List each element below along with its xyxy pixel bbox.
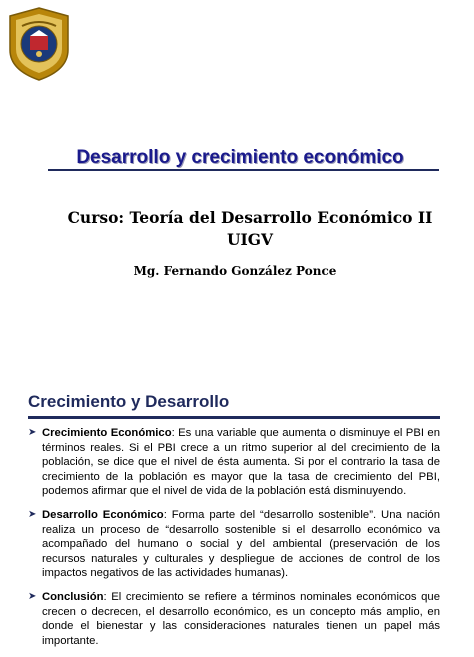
course-line-1: Curso: Teoría del Desarrollo Económico II [67,208,433,227]
bullet-text: : Forma parte del “desarrollo sostenible”. Una nación realiza un proceso de “desarrollo sostenible si el desarrollo económico va acompañado del humano o social y del ambiental (preservación de los recursos naturales y culturales y despliegue de acciones de control de los impactos negativos de las actividades humanas). [42,508,440,580]
bullet-term: Crecimiento Económico [42,427,172,439]
arrow-bullet-icon: ➤ [28,427,37,438]
bullet-item [26,590,440,648]
university-seal-logo [6,6,72,82]
bullet-text: : El crecimiento se refiere a términos nominales económicos que crecen o decrecen, el desarrollo económico, es un concepto más amplio, en donde el bienestar y las consideraciones naturales tienen un papel más importante. [42,590,440,647]
arrow-bullet-icon: ➤ [28,590,37,602]
slide-heading: Crecimiento y Desarrollo [28,392,230,411]
arrow-bullet-icon: ➤ [28,508,37,520]
bullet-item [26,426,440,499]
bullet-list [26,426,440,657]
heading-divider [28,416,440,419]
bullet-term: Desarrollo Económico [42,508,164,521]
slide-2 [0,378,474,647]
bullet-item [26,508,440,581]
course-heading [40,207,460,251]
course-line-2: UIGV [226,230,274,249]
title-underline [48,169,439,171]
bullet-term: Conclusión [42,590,104,603]
bullet-text: : Es una variable que aumenta o disminuye el PBI en términos reales. Si el PBI crece a un ritmo superior al del crecimiento de la población, se dice que el nivel de ésta aumenta. Si por el contrario la tasa de crecimiento de la población es mayor que la tasa de crecimiento del PBI, podemos afirmar que el nivel de vida de la población está disminuyendo. [42,427,440,498]
author-name: Mg. Fernando González Ponce [133,264,337,278]
presentation-title: Desarrollo y crecimiento económico [76,147,404,168]
